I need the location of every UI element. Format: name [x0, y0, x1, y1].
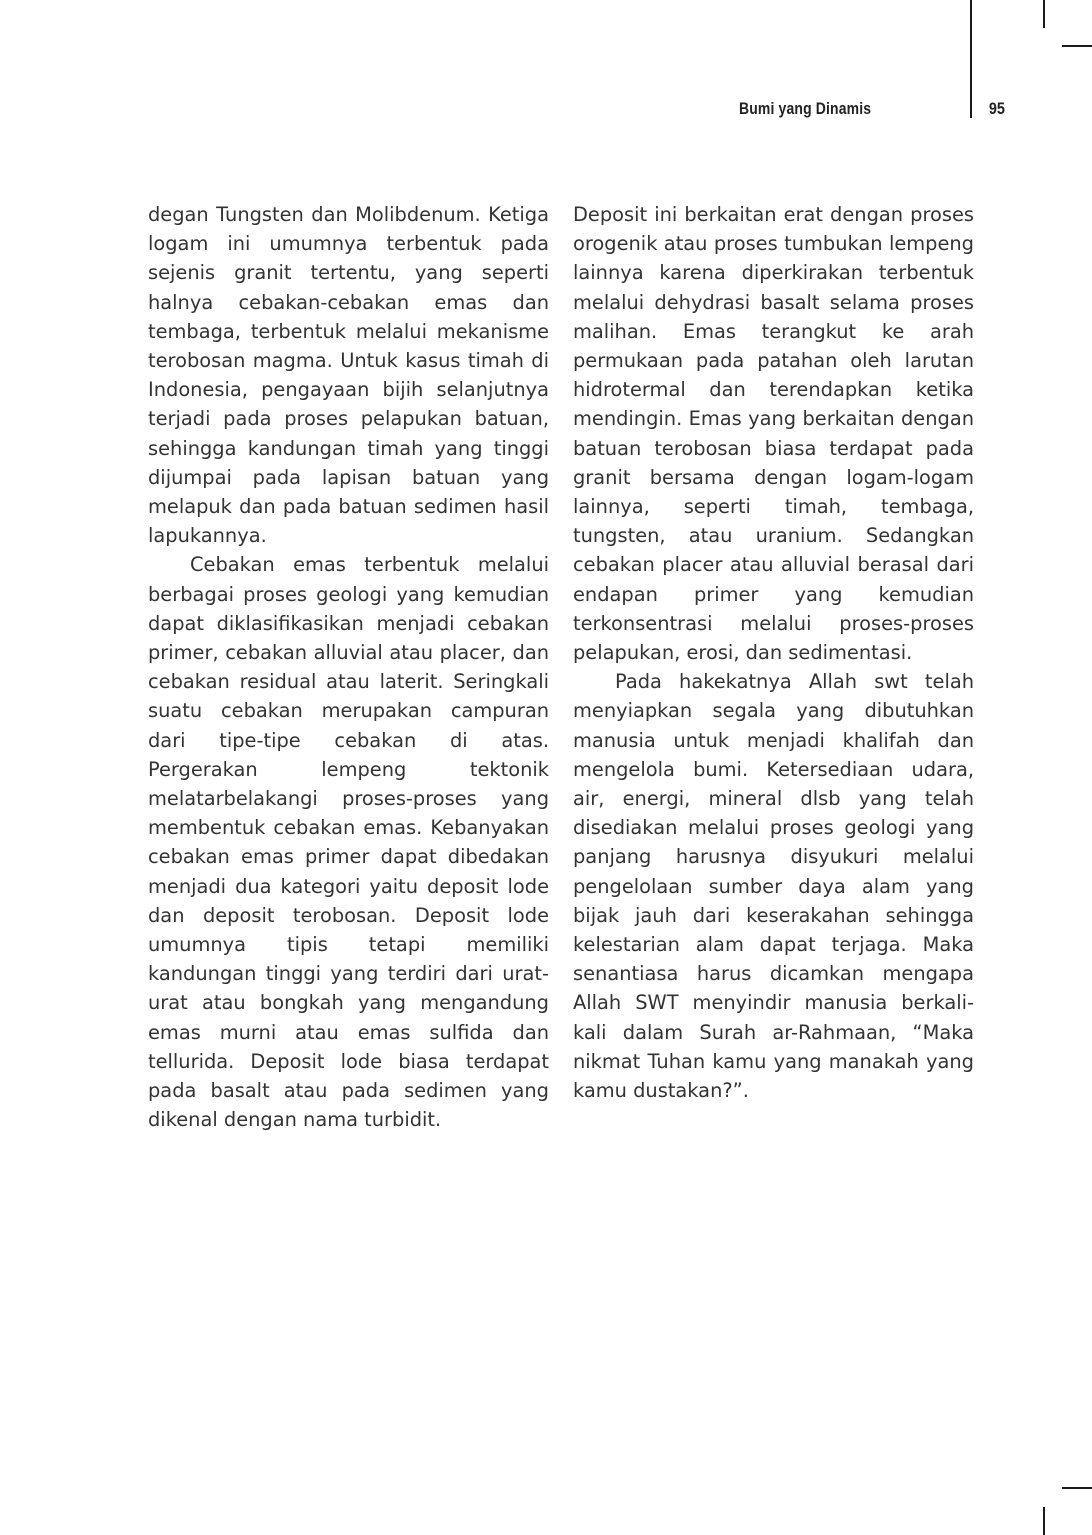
paragraph: Cebakan emas terbentuk melalui berbagai proses geologi yang kemudian dapat diklasifikasikan menjadi cebakan primer, cebakan alluvial atau placer, dan cebakan residual atau laterit. Seringkali suatu cebakan merupakan campuran dari tipe-tipe cebakan di atas. Pergerakan lempeng tektonik melatarbelakangi proses-proses yang membentuk cebakan emas. Kebanyakan cebakan emas primer dapat dibedakan menjadi dua kategori yaitu deposit lode dan deposit terobosan. Deposit lode umumnya tipis tetapi memiliki kandungan tinggi yang terdiri dari urat-urat atau bongkah yang mengandung emas murni atau emas sulfida dan tellurida. Deposit lode biasa terdapat pada basalt atau pada sedimen yang dikenal dengan nama turbidit. [148, 553, 549, 1132]
left-column [148, 200, 549, 1135]
crop-mark-bottom-right-vertical [1043, 1507, 1045, 1535]
running-header [738, 96, 1005, 122]
crop-mark-bottom-right-horizontal [1062, 1487, 1092, 1489]
page-number: 95 [988, 99, 1005, 118]
paragraph: degan Tungsten dan Molibdenum. Ketiga logam ini umumnya terbentuk pada sejenis granit tertentu, yang seperti halnya cebakan-cebakan emas dan tembaga, terbentuk melalui mekanisme terobosan magma. Untuk kasus timah di Indonesia, pengayaan bijih selanjutnya terjadi pada proses pelapukan batuan, sehingga kandungan timah yang tinggi dijumpai pada lapisan batuan yang melapuk dan pada batuan sedimen hasil lapukannya. [148, 203, 549, 548]
crop-mark-top-right-horizontal [1062, 45, 1092, 47]
right-column [573, 200, 974, 1105]
paragraph: Pada hakekatnya Allah swt telah menyiapkan segala yang dibutuhkan manusia untuk menjadi khalifah dan mengelola bumi. Ketersediaan udara, air, energi, mineral dlsb yang telah disediakan melalui proses geologi yang panjang harusnya disyukuri melalui pengelolaan sumber daya alam yang bijak jauh dari keserakahan sehingga kelestarian alam dapat terjaga. Maka senantiasa harus dicamkan mengapa Allah SWT menyindir manusia berkali-kali dalam Surah ar-Rahmaan, “Maka nikmat Tuhan kamu yang manakah yang kamu dustakan?”. [573, 670, 974, 1103]
crop-mark-top-right-vertical [1043, 0, 1045, 28]
running-title: Bumi yang Dinamis [738, 99, 871, 118]
paragraph: Deposit ini berkaitan erat dengan proses orogenik atau proses tumbukan lempeng lainnya karena diperkirakan terbentuk melalui dehydrasi basalt selama proses malihan. Emas terangkut ke arah permukaan pada patahan oleh larutan hidrotermal dan terendapkan ketika mendingin. Emas yang berkaitan dengan batuan terobosan biasa terdapat pada granit bersama dengan logam-logam lainnya, seperti timah, tembaga, tungsten, atau uranium. Sedangkan cebakan placer atau alluvial berasal dari endapan primer yang kemudian terkonsentrasi melalui proses-proses pelapukan, erosi, dan sedimentasi. [573, 203, 974, 665]
